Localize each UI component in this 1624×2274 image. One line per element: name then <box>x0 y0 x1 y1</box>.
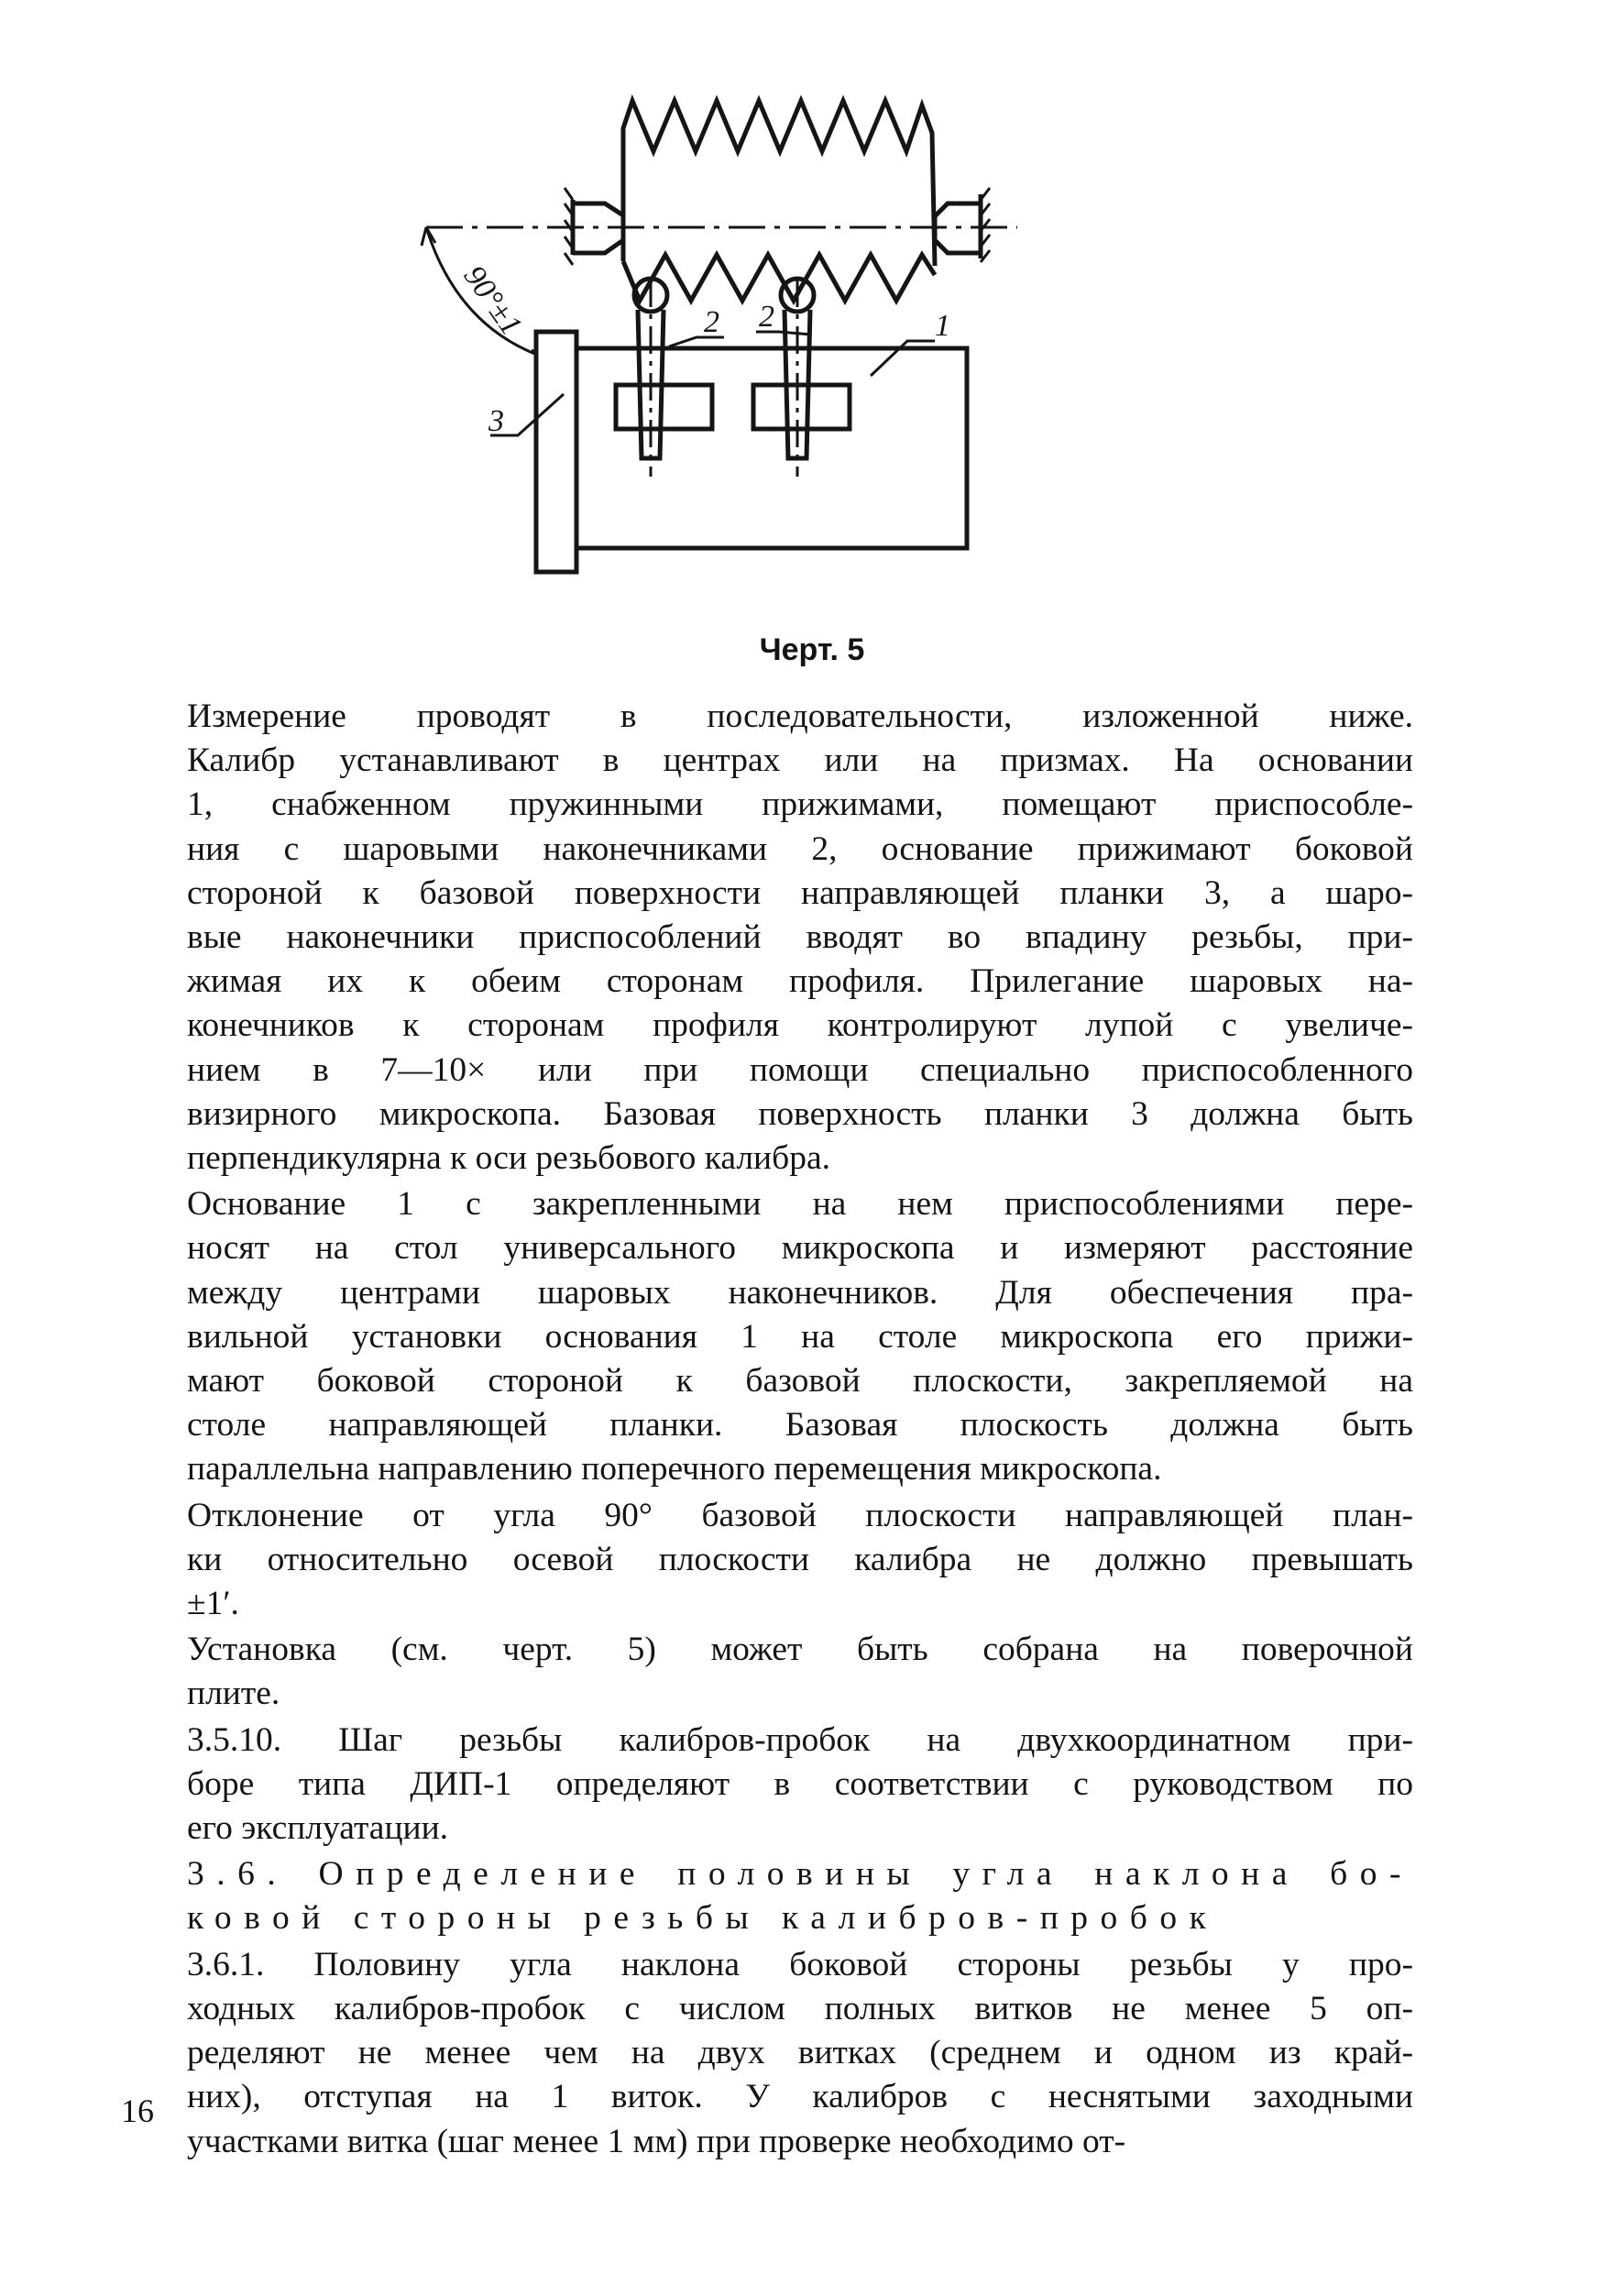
paragraph <box>174 1852 1413 1940</box>
text-line: параллельна направлению поперечного перемещения микроскопа. <box>187 1450 1162 1489</box>
label-2-right: 2 <box>759 300 774 334</box>
text-line: ки относительно осевой плоскости калибра не должно превышать <box>187 1540 1413 1578</box>
text-line: боре типа ДИП-1 определяют в соответствии с руководством по <box>187 1764 1413 1803</box>
base-plate <box>554 348 967 548</box>
text-line: носят на стол универсального микроскопа и измеряют расстояние <box>187 1229 1413 1268</box>
text-line: 1, снабженном пружинными прижимами, помещают приспособле- <box>187 785 1413 824</box>
thread-gauge-body <box>623 101 935 266</box>
text-line: ±1′. <box>187 1585 239 1623</box>
text-line: них), отступая на 1 виток. У калибров с неснятыми заходными <box>187 2078 1413 2116</box>
body-text <box>174 695 1413 2166</box>
text-line: жимая их к обеим сторонам профиля. Прилегание шаровых на- <box>187 962 1413 1001</box>
text-line: между центрами шаровых наконечников. Для обеспечения пра- <box>187 1273 1413 1312</box>
text-line: Калибр устанавливают в центрах или на призмах. На основании <box>187 742 1413 780</box>
text-line: 3.5.10. Шаг резьбы калибров-пробок на двухкоординатном при- <box>187 1720 1413 1759</box>
text-line: столе направляющей планки. Базовая плоскость должна быть <box>187 1406 1413 1445</box>
text-line: Отклонение от угла 90° базовой плоскости направляющей план- <box>187 1496 1413 1534</box>
paragraph <box>174 695 1413 1181</box>
text-line: мают боковой стороной к базовой плоскости, закрепляемой на <box>187 1362 1413 1401</box>
text-line: Установка (см. черт. 5) может быть собрана на поверочной <box>187 1631 1413 1669</box>
text-line: нием в 7—10× или при помощи специально приспособленного <box>187 1050 1413 1089</box>
text-line: участками витка (шаг менее 1 мм) при проверке необходимо от- <box>187 2122 1126 2160</box>
text-line: Измерение проводят в последовательности, изложенной ниже. <box>187 698 1413 735</box>
label-1: 1 <box>935 309 950 343</box>
text-line: ковой стороны резьбы калибров-пробок <box>187 1899 1219 1938</box>
paragraph <box>174 1494 1413 1627</box>
paragraph <box>174 1182 1413 1491</box>
text-line: ределяют не менее чем на двух витках (среднем и одном из край- <box>187 2034 1413 2072</box>
guide-bar <box>536 332 576 572</box>
clamp-right <box>753 385 850 429</box>
figure-caption: Черт. 5 <box>759 632 865 667</box>
paragraph <box>174 1943 1413 2164</box>
paragraph <box>174 1719 1413 1851</box>
clamp-left <box>616 385 712 429</box>
angle-label: 90°±1 <box>456 259 529 342</box>
label-2-left: 2 <box>704 305 719 339</box>
text-line: плите. <box>187 1675 280 1713</box>
text-line: вильной установки основания 1 на столе микроскопа его прижи- <box>187 1317 1413 1356</box>
page-number: 16 <box>121 2093 154 2129</box>
text-line: 3.6. Определение половины угла наклона бо- <box>187 1855 1413 1894</box>
paragraph <box>174 1628 1413 1716</box>
text-line: 3.6.1. Половину угла наклона боковой стороны резьбы у про- <box>187 1945 1413 1983</box>
text-line: стороной к базовой поверхности направляющей планки 3, а шаро- <box>187 873 1413 912</box>
text-line: ходных калибров-пробок с числом полных витков не менее 5 оп- <box>187 1989 1413 2027</box>
text-line: ния с шаровыми наконечниками 2, основание прижимают боковой <box>187 829 1413 868</box>
text-line: его эксплуатации. <box>187 1809 449 1848</box>
text-line: вые наконечники приспособлений вводят во впадину резьбы, при- <box>187 918 1413 957</box>
text-line: Основание 1 с закрепленными на нем приспособлениями пере- <box>187 1185 1413 1224</box>
text-line: конечников к сторонам профиля контролируют лупой с увеличе- <box>187 1006 1413 1045</box>
text-line: визирного микроскопа. Базовая поверхность планки 3 должна быть <box>187 1094 1413 1133</box>
label-3: 3 <box>488 404 504 438</box>
text-line: перпендикулярна к оси резьбового калибра. <box>187 1139 830 1178</box>
figure-measuring-setup <box>394 92 1054 605</box>
